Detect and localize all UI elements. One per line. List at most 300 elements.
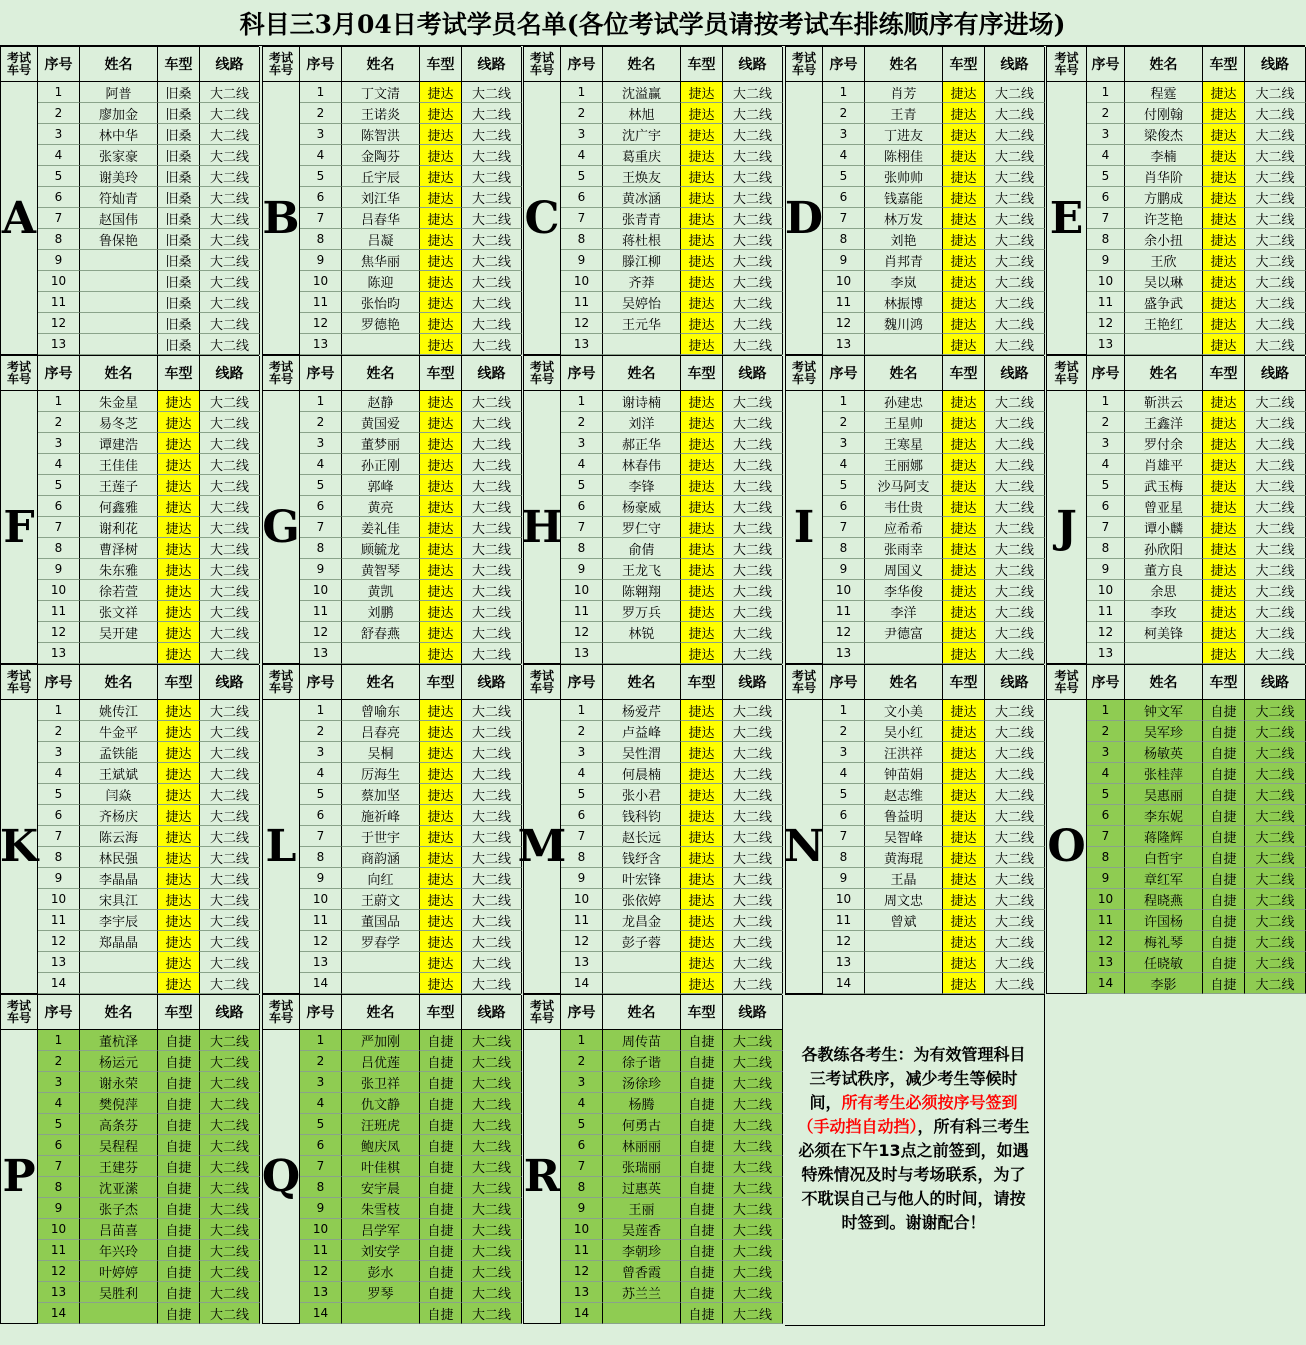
route-cell: 大二线: [985, 145, 1045, 166]
header-car-number: 考试 车号: [786, 665, 823, 700]
car-type: 捷达: [943, 250, 985, 271]
header-seq: 序号: [823, 47, 865, 82]
car-type: 自捷: [681, 1177, 723, 1198]
seq-cell: 3: [561, 742, 603, 763]
seq-cell: 6: [823, 496, 865, 517]
seq-cell: 5: [300, 166, 342, 187]
car-type: 自捷: [681, 1240, 723, 1261]
route-cell: 大二线: [1245, 700, 1306, 721]
route-cell: 大二线: [723, 187, 783, 208]
seq-cell: 11: [1087, 292, 1125, 313]
car-type: 捷达: [681, 391, 723, 412]
seq-cell: 2: [561, 412, 603, 433]
route-cell: 大二线: [985, 601, 1045, 622]
seq-cell: 11: [38, 601, 80, 622]
car-type: 捷达: [1203, 433, 1245, 454]
car-type: 捷达: [158, 931, 200, 952]
car-type: 自捷: [1203, 742, 1245, 763]
student-name: 黄冰涵: [603, 187, 681, 208]
car-type: 捷达: [420, 475, 462, 496]
route-cell: 大二线: [985, 622, 1045, 643]
car-type: 自捷: [158, 1093, 200, 1114]
seq-cell: 12: [38, 931, 80, 952]
route-cell: 大二线: [462, 454, 522, 475]
route-cell: 大二线: [1245, 517, 1306, 538]
route-cell: 大二线: [1245, 103, 1306, 124]
route-cell: 大二线: [462, 952, 522, 973]
group-H: [523, 355, 782, 664]
car-type: 捷达: [1203, 475, 1245, 496]
car-letter: I: [786, 391, 823, 664]
student-name: 王欣: [1125, 250, 1203, 271]
header-name: 姓名: [603, 356, 681, 391]
seq-cell: 13: [300, 334, 342, 355]
route-cell: 大二线: [1245, 271, 1306, 292]
student-name: 林万发: [865, 208, 943, 229]
header-type: 车型: [681, 995, 723, 1030]
header-car-number: 考试 车号: [1047, 665, 1087, 700]
seq-cell: 1: [561, 1030, 603, 1051]
student-name: 王寒星: [865, 433, 943, 454]
route-cell: 大二线: [200, 166, 260, 187]
student-name: 余思: [1125, 580, 1203, 601]
route-cell: 大二线: [723, 103, 783, 124]
route-cell: 大二线: [462, 742, 522, 763]
route-cell: 大二线: [462, 700, 522, 721]
car-type: 捷达: [420, 271, 462, 292]
route-cell: 大二线: [985, 496, 1045, 517]
route-cell: 大二线: [1245, 334, 1306, 355]
car-type: 捷达: [158, 889, 200, 910]
route-cell: 大二线: [1245, 847, 1306, 868]
notice-text: 各教练各考生：为有效管理科目三考试秩序，减少考生等候时间，: [801, 1045, 1026, 1112]
route-cell: 大二线: [200, 1072, 260, 1093]
student-name: 王丽娜: [865, 454, 943, 475]
seq-cell: 1: [300, 82, 342, 103]
student-name: [865, 334, 943, 355]
student-name: 宋具江: [80, 889, 158, 910]
car-type: 捷达: [681, 208, 723, 229]
car-type: 捷达: [943, 103, 985, 124]
route-cell: 大二线: [723, 1219, 783, 1240]
seq-cell: 5: [823, 475, 865, 496]
student-name: 林锐: [603, 622, 681, 643]
student-name: 罗春学: [342, 931, 420, 952]
car-type: 捷达: [943, 643, 985, 664]
student-name: 曾亚星: [1125, 496, 1203, 517]
seq-cell: 3: [1087, 124, 1125, 145]
header-route: 线路: [723, 995, 783, 1030]
car-type: 捷达: [681, 166, 723, 187]
route-cell: 大二线: [723, 601, 783, 622]
route-cell: 大二线: [1245, 313, 1306, 334]
header-name: 姓名: [80, 356, 158, 391]
student-name: 盛争武: [1125, 292, 1203, 313]
route-cell: 大二线: [200, 271, 260, 292]
student-name: 李影: [1125, 973, 1203, 994]
header-type: 车型: [681, 356, 723, 391]
seq-cell: 9: [38, 250, 80, 271]
route-cell: 大二线: [723, 826, 783, 847]
seq-cell: 13: [1087, 952, 1125, 973]
car-type: 捷达: [420, 538, 462, 559]
route-cell: 大二线: [1245, 475, 1306, 496]
student-name: 肖芳: [865, 82, 943, 103]
car-type: 捷达: [681, 124, 723, 145]
seq-cell: 7: [300, 208, 342, 229]
student-name: 谢利花: [80, 517, 158, 538]
student-name: 王莲子: [80, 475, 158, 496]
student-name: 张依婷: [603, 889, 681, 910]
student-name: 葛重庆: [603, 145, 681, 166]
seq-cell: 12: [561, 313, 603, 334]
seq-cell: 5: [1087, 166, 1125, 187]
route-cell: 大二线: [200, 601, 260, 622]
car-letter: G: [263, 391, 300, 664]
car-type: 捷达: [943, 187, 985, 208]
student-name: 王青: [865, 103, 943, 124]
seq-cell: 3: [38, 124, 80, 145]
student-name: [342, 643, 420, 664]
car-type: 捷达: [158, 643, 200, 664]
route-cell: 大二线: [462, 313, 522, 334]
student-name: 李东妮: [1125, 805, 1203, 826]
route-cell: 大二线: [462, 784, 522, 805]
route-cell: 大二线: [200, 931, 260, 952]
car-type: 捷达: [420, 784, 462, 805]
car-type: 捷达: [420, 82, 462, 103]
student-name: 张文祥: [80, 601, 158, 622]
route-cell: 大二线: [200, 643, 260, 664]
route-cell: 大二线: [985, 742, 1045, 763]
header-car-number: 考试 车号: [263, 665, 300, 700]
car-letter: C: [524, 82, 561, 355]
student-name: 郝正华: [603, 433, 681, 454]
car-type: 旧桑: [158, 334, 200, 355]
seq-cell: 5: [300, 1114, 342, 1135]
seq-cell: 13: [823, 334, 865, 355]
student-name: 王晶: [865, 868, 943, 889]
route-cell: 大二线: [1245, 292, 1306, 313]
student-name: [80, 334, 158, 355]
student-name: 许国杨: [1125, 910, 1203, 931]
route-cell: 大二线: [1245, 763, 1306, 784]
car-type: 捷达: [681, 103, 723, 124]
group-Q: [262, 994, 521, 1324]
car-type: 自捷: [420, 1072, 462, 1093]
student-name: [865, 931, 943, 952]
seq-cell: 4: [823, 145, 865, 166]
header-car-number: 考试 车号: [1, 356, 38, 391]
seq-cell: 13: [300, 1282, 342, 1303]
seq-cell: 2: [38, 412, 80, 433]
seq-cell: 3: [823, 742, 865, 763]
route-cell: 大二线: [1245, 805, 1306, 826]
seq-cell: 12: [38, 1261, 80, 1282]
route-cell: 大二线: [200, 187, 260, 208]
header-seq: 序号: [1087, 47, 1125, 82]
route-cell: 大二线: [723, 952, 783, 973]
seq-cell: 7: [38, 208, 80, 229]
car-type: 捷达: [681, 847, 723, 868]
student-name: 董杭泽: [80, 1030, 158, 1051]
route-cell: 大二线: [200, 1282, 260, 1303]
student-name: 吴桐: [342, 742, 420, 763]
route-cell: 大二线: [200, 952, 260, 973]
car-letter: N: [786, 700, 823, 994]
student-name: 吕春亮: [342, 721, 420, 742]
student-name: 刘艳: [865, 229, 943, 250]
header-seq: 序号: [38, 665, 80, 700]
route-cell: 大二线: [1245, 889, 1306, 910]
seq-cell: 7: [300, 517, 342, 538]
car-type: 旧桑: [158, 313, 200, 334]
route-cell: 大二线: [1245, 931, 1306, 952]
student-name: 朱雪枝: [342, 1198, 420, 1219]
seq-cell: 6: [561, 1135, 603, 1156]
route-cell: 大二线: [1245, 250, 1306, 271]
student-name: 叶宏锋: [603, 868, 681, 889]
route-cell: 大二线: [462, 889, 522, 910]
seq-cell: 1: [38, 700, 80, 721]
seq-cell: 6: [561, 805, 603, 826]
route-cell: 大二线: [723, 931, 783, 952]
seq-cell: 6: [300, 805, 342, 826]
seq-cell: 7: [1087, 826, 1125, 847]
route-cell: 大二线: [200, 1114, 260, 1135]
seq-cell: 7: [561, 826, 603, 847]
car-type: 自捷: [1203, 700, 1245, 721]
seq-cell: 5: [38, 1114, 80, 1135]
seq-cell: 9: [1087, 868, 1125, 889]
student-name: [342, 334, 420, 355]
seq-cell: 2: [38, 103, 80, 124]
seq-cell: 13: [561, 334, 603, 355]
car-type: 捷达: [420, 454, 462, 475]
seq-cell: 10: [1087, 271, 1125, 292]
seq-cell: 1: [823, 82, 865, 103]
student-name: 曾香霞: [603, 1261, 681, 1282]
seq-cell: 3: [300, 433, 342, 454]
car-type: 捷达: [420, 292, 462, 313]
seq-cell: 11: [38, 1240, 80, 1261]
car-type: 捷达: [943, 412, 985, 433]
car-type: 捷达: [1203, 580, 1245, 601]
seq-cell: 14: [300, 1303, 342, 1324]
route-cell: 大二线: [462, 1240, 522, 1261]
route-cell: 大二线: [723, 391, 783, 412]
car-type: 自捷: [1203, 847, 1245, 868]
car-type: 捷达: [681, 868, 723, 889]
student-name: 陈栩佳: [865, 145, 943, 166]
car-type: 捷达: [420, 700, 462, 721]
seq-cell: 2: [561, 721, 603, 742]
route-cell: 大二线: [723, 292, 783, 313]
route-cell: 大二线: [723, 910, 783, 931]
car-type: 自捷: [420, 1114, 462, 1135]
seq-cell: 4: [38, 763, 80, 784]
car-type: 自捷: [681, 1114, 723, 1135]
route-cell: 大二线: [462, 580, 522, 601]
header-type: 车型: [420, 356, 462, 391]
seq-cell: 7: [561, 208, 603, 229]
student-name: 应希希: [865, 517, 943, 538]
route-cell: 大二线: [200, 229, 260, 250]
car-type: 捷达: [943, 601, 985, 622]
route-cell: 大二线: [985, 721, 1045, 742]
route-cell: 大二线: [723, 1114, 783, 1135]
route-cell: 大二线: [1245, 166, 1306, 187]
route-cell: 大二线: [200, 82, 260, 103]
student-name: 杨运元: [80, 1051, 158, 1072]
header-car-number: 考试 车号: [524, 47, 561, 82]
student-name: 鲁益明: [865, 805, 943, 826]
route-cell: 大二线: [985, 868, 1045, 889]
route-cell: 大二线: [723, 1198, 783, 1219]
route-cell: 大二线: [723, 1093, 783, 1114]
student-name: 吴婷怡: [603, 292, 681, 313]
seq-cell: 9: [1087, 250, 1125, 271]
seq-cell: 1: [38, 391, 80, 412]
seq-cell: 13: [38, 334, 80, 355]
student-name: 章红军: [1125, 868, 1203, 889]
car-type: 捷达: [943, 742, 985, 763]
group-G: [262, 355, 521, 664]
student-name: 孙欣阳: [1125, 538, 1203, 559]
header-seq: 序号: [1087, 665, 1125, 700]
header-car-number: 考试 车号: [1047, 356, 1087, 391]
route-cell: 大二线: [985, 454, 1045, 475]
header-name: 姓名: [603, 47, 681, 82]
seq-cell: 9: [561, 868, 603, 889]
car-type: 自捷: [158, 1219, 200, 1240]
car-type: 自捷: [1203, 805, 1245, 826]
seq-cell: 3: [300, 1072, 342, 1093]
car-type: 捷达: [420, 391, 462, 412]
seq-cell: 9: [561, 1198, 603, 1219]
route-cell: 大二线: [462, 334, 522, 355]
header-type: 车型: [420, 665, 462, 700]
seq-cell: 13: [823, 643, 865, 664]
seq-cell: 11: [823, 292, 865, 313]
group-I: [785, 355, 1044, 664]
header-seq: 序号: [823, 356, 865, 391]
route-cell: 大二线: [200, 412, 260, 433]
student-name: 何鑫雅: [80, 496, 158, 517]
student-name: [80, 973, 158, 994]
seq-cell: 10: [300, 889, 342, 910]
seq-cell: 7: [823, 208, 865, 229]
seq-cell: 8: [38, 847, 80, 868]
seq-cell: 9: [38, 868, 80, 889]
seq-cell: 10: [38, 1219, 80, 1240]
route-cell: 大二线: [723, 271, 783, 292]
route-cell: 大二线: [462, 208, 522, 229]
car-type: 捷达: [420, 559, 462, 580]
car-type: 捷达: [943, 973, 985, 994]
route-cell: 大二线: [985, 334, 1045, 355]
car-type: 自捷: [158, 1114, 200, 1135]
seq-cell: 5: [561, 1114, 603, 1135]
student-name: 丘宇辰: [342, 166, 420, 187]
student-name: 董梦丽: [342, 433, 420, 454]
route-cell: 大二线: [200, 454, 260, 475]
header-seq: 序号: [300, 47, 342, 82]
header-car-number: 考试 车号: [786, 356, 823, 391]
header-type: 车型: [158, 995, 200, 1030]
car-type: 捷达: [681, 454, 723, 475]
car-letter: H: [524, 391, 561, 664]
group-D: [785, 46, 1044, 355]
seq-cell: 2: [300, 1051, 342, 1072]
route-cell: 大二线: [985, 763, 1045, 784]
student-name: 鲍庆凤: [342, 1135, 420, 1156]
route-cell: 大二线: [200, 313, 260, 334]
route-cell: 大二线: [200, 805, 260, 826]
car-type: 旧桑: [158, 187, 200, 208]
car-type: 捷达: [1203, 229, 1245, 250]
route-cell: 大二线: [985, 229, 1045, 250]
car-type: 捷达: [681, 145, 723, 166]
seq-cell: 9: [1087, 559, 1125, 580]
car-type: 捷达: [1203, 412, 1245, 433]
student-name: 陈云海: [80, 826, 158, 847]
seq-cell: 11: [561, 1240, 603, 1261]
route-cell: 大二线: [723, 1030, 783, 1051]
seq-cell: 4: [1087, 763, 1125, 784]
seq-cell: 9: [823, 559, 865, 580]
header-name: 姓名: [342, 995, 420, 1030]
route-cell: 大二线: [200, 292, 260, 313]
header-route: 线路: [723, 665, 783, 700]
group-A: [0, 46, 259, 355]
route-cell: 大二线: [462, 475, 522, 496]
car-type: 自捷: [158, 1072, 200, 1093]
car-type: 捷达: [420, 847, 462, 868]
car-type: 捷达: [943, 145, 985, 166]
car-type: 自捷: [1203, 763, 1245, 784]
group-K: [0, 664, 259, 994]
header-car-number: 考试 车号: [1, 665, 38, 700]
seq-cell: 5: [38, 166, 80, 187]
car-type: 捷达: [943, 334, 985, 355]
student-name: 吴军珍: [1125, 721, 1203, 742]
car-type: 自捷: [420, 1030, 462, 1051]
car-type: 捷达: [681, 496, 723, 517]
student-name: 吕春华: [342, 208, 420, 229]
route-cell: 大二线: [1245, 580, 1306, 601]
car-type: 捷达: [1203, 250, 1245, 271]
student-name: 年兴玲: [80, 1240, 158, 1261]
car-type: 自捷: [681, 1282, 723, 1303]
seq-cell: 11: [823, 910, 865, 931]
car-type: 捷达: [943, 784, 985, 805]
car-type: 捷达: [681, 538, 723, 559]
student-name: 王诺炎: [342, 103, 420, 124]
car-type: 捷达: [943, 475, 985, 496]
seq-cell: 3: [561, 124, 603, 145]
seq-cell: 3: [38, 742, 80, 763]
car-type: 自捷: [681, 1051, 723, 1072]
car-letter: D: [786, 82, 823, 355]
car-type: 捷达: [943, 952, 985, 973]
car-type: 捷达: [681, 313, 723, 334]
route-cell: 大二线: [1245, 643, 1306, 664]
student-name: [603, 643, 681, 664]
header-name: 姓名: [1125, 356, 1203, 391]
route-cell: 大二线: [723, 1135, 783, 1156]
car-type: 捷达: [420, 763, 462, 784]
